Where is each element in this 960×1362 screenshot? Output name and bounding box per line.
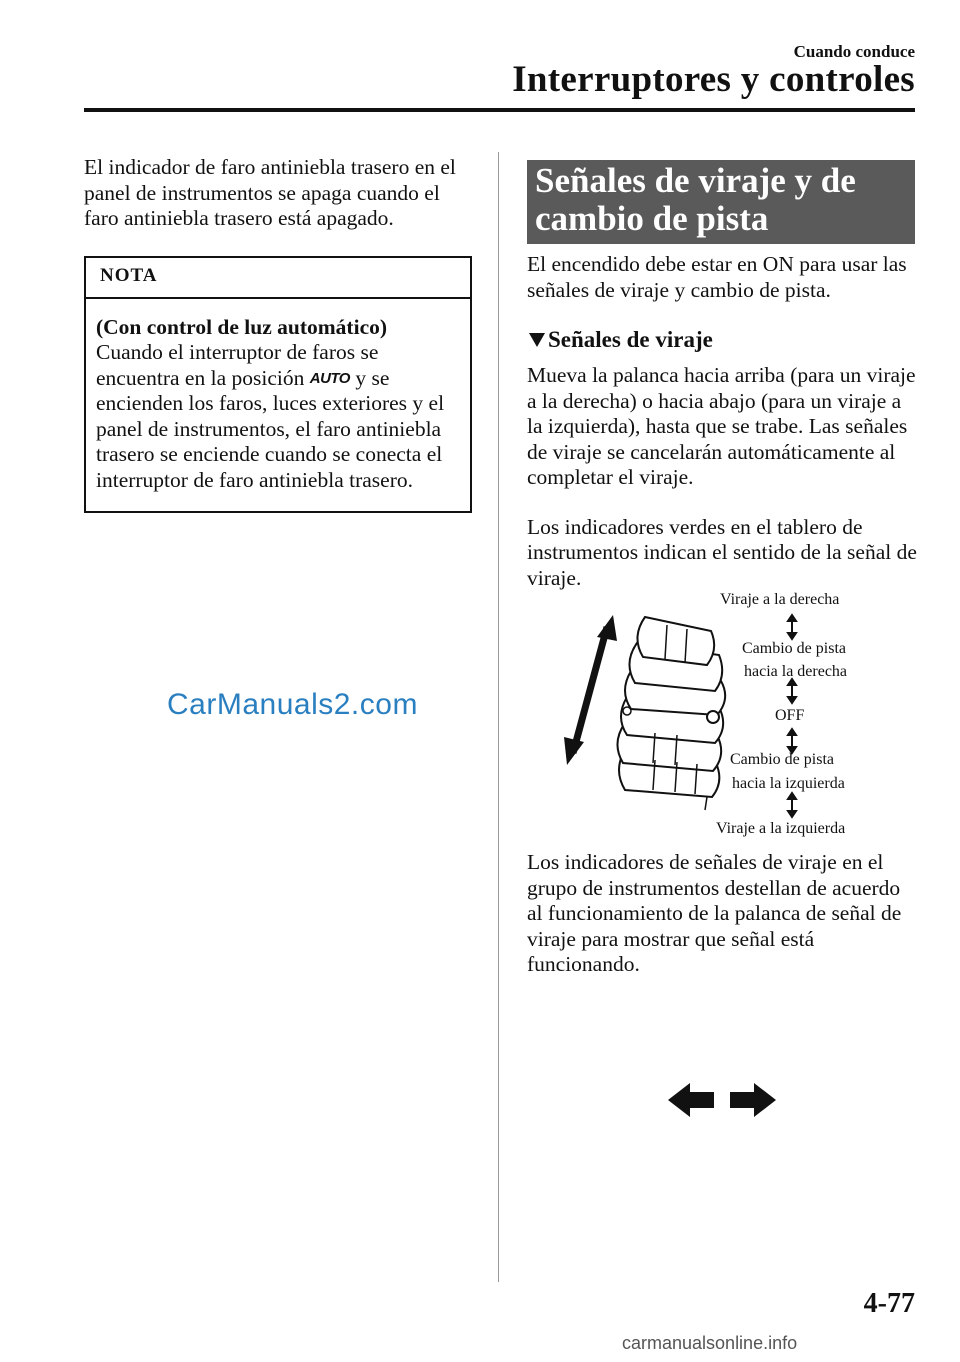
label-right-turn: Viraje a la derecha	[720, 591, 840, 608]
watermark-logo: CarManuals2.com	[167, 688, 418, 721]
up-down-arrow-icon	[564, 615, 617, 765]
section-title: Señales de viraje y de cambio de pista	[527, 160, 915, 244]
label-lane-change-right-line1: Cambio de pista	[742, 640, 846, 657]
right-column-lower	[527, 850, 917, 978]
label-left-turn: Viraje a la izquierda	[716, 820, 846, 837]
label-lane-change-left-line2: hacia la izquierda	[732, 775, 845, 792]
note-body	[86, 299, 470, 512]
note-text-after: y se encienden los faros, luces exteriores y el panel de instrumentos, el faro antiniebla trasero se enciende cuando se conecta el interruptor de faro antiniebla trasero.	[96, 365, 445, 492]
triangle-down-icon	[529, 333, 545, 347]
previous-page-arrow-icon[interactable]	[668, 1083, 714, 1117]
note-subtitle: (Con control de luz automático)	[96, 314, 388, 339]
label-off: OFF	[775, 707, 805, 724]
note-text-before: Cuando el interruptor de faros se encuentra en la posición	[96, 340, 379, 390]
next-page-arrow-icon[interactable]	[730, 1083, 776, 1117]
page-number: 4-77	[863, 1288, 915, 1319]
note-box	[84, 256, 472, 514]
right-column	[527, 160, 917, 591]
subsection-title-text: Señales de viraje	[548, 327, 713, 352]
indicator-description: Los indicadores verdes en el tablero de instrumentos indican el sentido de la señal de viraje.	[527, 514, 917, 590]
subsection-title	[527, 327, 917, 353]
section-intro: El encendido debe estar en ON para usar las señales de viraje y cambio de pista.	[527, 252, 907, 302]
page-nav	[668, 1083, 778, 1122]
fog-lamp-indicator-text: El indicador de faro antiniebla trasero en el panel de instrumentos se apaga cuando el faro antiniebla trasero está apagado.	[84, 155, 456, 230]
chapter-label: Cuando conduce	[793, 42, 915, 61]
label-lane-change-left-line1: Cambio de pista	[730, 751, 834, 768]
label-lane-change-right-line2: hacia la derecha	[744, 663, 848, 680]
auto-position-icon: AUTO	[309, 369, 350, 387]
note-label: NOTA	[86, 258, 470, 299]
turn-signal-lever-figure	[527, 585, 917, 845]
lever-positions	[617, 617, 725, 797]
lever-instructions: Mueva la palanca hacia arriba (para un viraje a la derecha) o hacia abajo (para un viraje a la izquierda), hasta que se trabe. Las señales de viraje se cancelarán automáticamente al completar el viraje.	[527, 363, 916, 489]
column-divider	[498, 152, 499, 1282]
left-column	[84, 155, 472, 513]
cluster-indicators-text: Los indicadores de señales de viraje en el grupo de instrumentos destellan de acuerdo al funcionamiento de la palanca de señal de viraje para mostrar que señal está funcionando.	[527, 850, 902, 976]
header-rule	[84, 108, 915, 112]
site-footer: carmanualsonline.info	[622, 1333, 798, 1353]
lever-illustration	[527, 585, 917, 845]
page-title: Interruptores y controles	[512, 59, 915, 100]
